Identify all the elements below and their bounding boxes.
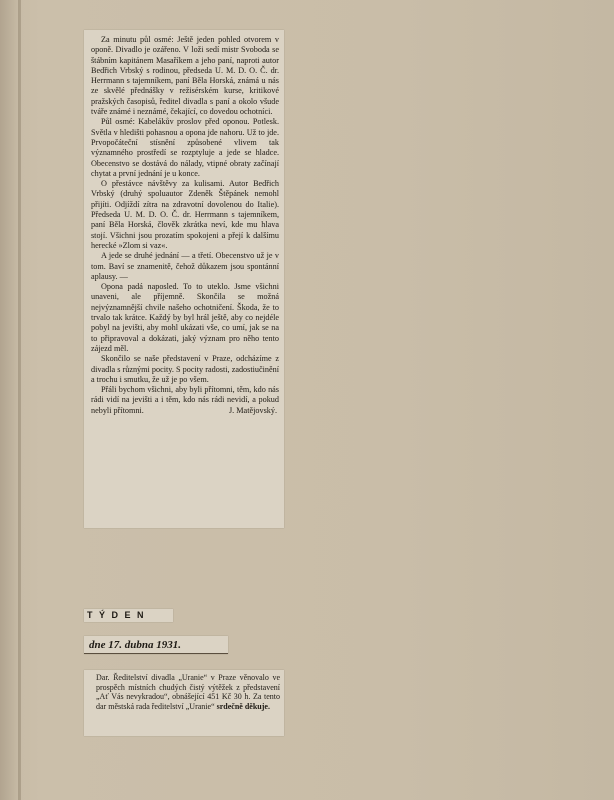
newspaper-clipping-gift xyxy=(84,670,284,736)
article-paragraph: O přestávce návštěvy za kulisami. Autor Bedřich Vrbský (druhý spoluautor Zdeněk Štěpánek nemohl přijíti. Odjíždí zítra na zdravotní dovolenou do Italie). Předseda U. M. D. O. Č. dr. Herrmann s tajemníkem, paní Běla Horská, člověk zkrátka neví, kde mu hlava stojí. Všichni jsou prozatím spokojeni a přejí k dalšímu herecké »Zlom si vaz«. xyxy=(91,179,279,250)
article-paragraph: Za minutu půl osmé: Ještě jeden pohled otvorem v oponě. Divadlo je ozářeno. V loži sedí mistr Svoboda se štábním kapitánem Masaříkem a jeho paní, naproti autor Bedřich Vrbský s rodinou, předseda U. M. D. O. Č. dr. Herrmann s tajemníkem, paní Běla Horská, známá u nás ze skvělé přednášky v režisérském kurse, kritikové pražských časopisů, ředitel divadla s paní a okolo všude tváře známé i neznámé, čekající, co dovedou ochotníci. xyxy=(91,35,279,117)
gift-note-bold: srdečně děkuje. xyxy=(216,701,270,711)
article-paragraph: Půl osmé: Kabelákův proslov před oponou. Potlesk. Světla v hledišti pohasnou a opona jde nahoru. Už to jde. Prvopočáteční stísnění způsobené vlivem tak významného prostředí se rozptyluje a jede se hladce. Obecenstvo se dostává do nálady, vtipné obraty začínají chytat a první jednání je u konce. xyxy=(91,117,279,178)
newspaper-clipping-article xyxy=(84,30,284,528)
page-fold xyxy=(18,0,21,800)
article-paragraph: A jede se druhé jednání — a třetí. Obecenstvo už je v tom. Baví se znamenitě, čehož důkazem jsou spontánní aplausy. — xyxy=(91,251,279,281)
clipping-date: dne 17. dubna 1931. xyxy=(84,636,228,654)
gift-note-text: Dar. Ředitelství divadla „Uranie“ v Praze věnovalo ve prospěch místních chudých čistý výtěžek z představení „Ať Vás nevykradou“, obnášející 451 Kč 30 h. Za tento dar městská rada ředitelství „Uranie“ xyxy=(96,673,280,711)
article-author: J. Matějovský. xyxy=(229,405,277,415)
article-closing xyxy=(91,385,279,416)
clipping-tyden-label: TÝDEN xyxy=(84,609,173,622)
article-paragraph: Skončilo se naše představení v Praze, odcházíme z divadla s různými pocity. S pocity radosti, zadostiučinění a trochu i smutku, že už je po všem. xyxy=(91,354,279,384)
article-paragraph: Opona padá naposled. To to uteklo. Jsme všichni unaveni, ale příjemně. Skončila se možná nejvýznamnější chvile našeho ochotničení. Škoda, že to trvalo tak krátce. Každý by byl hrál ještě, aby co nejdéle pobyl na jevišti, aby mohl ukázati vše, co umí, jak se na to připravoval a dokázati, jaký význam pro něho tento zájezd měl. xyxy=(91,282,279,353)
article-closing-text: Přáli bychom všichni, aby byli přítomni, těm, kdo nás rádi vidí na jevišti a i těm, kdo nás rádi nevidí, a pokud nebyli přítomni. xyxy=(91,385,279,415)
